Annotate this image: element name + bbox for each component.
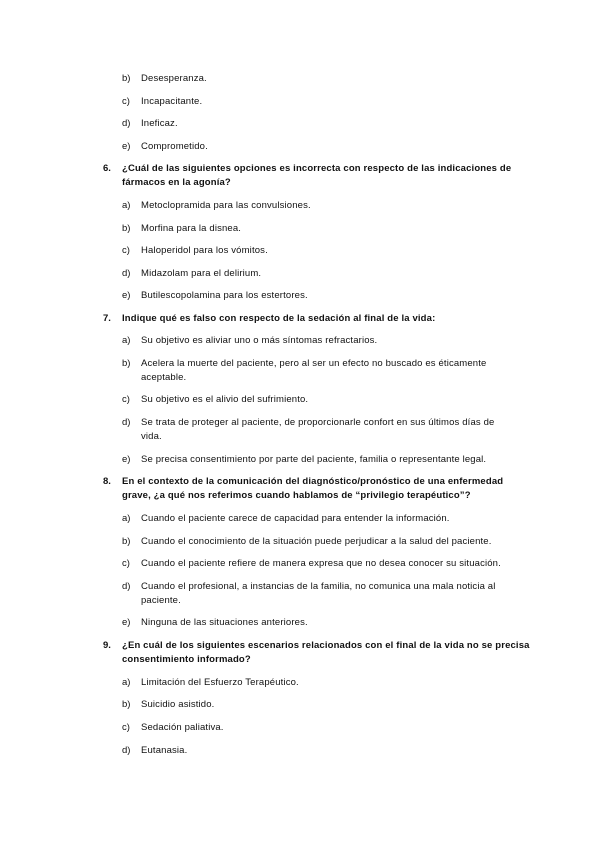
option-letter: b) — [122, 358, 131, 369]
option-letter: d) — [122, 268, 131, 279]
question-text: consentimiento informado? — [122, 654, 251, 665]
question-text: ¿Cuál de las siguientes opciones es incorrecta con respecto de las indicaciones de — [122, 163, 512, 174]
option-text: Eutanasia. — [141, 745, 188, 756]
question-number: 8. — [103, 476, 111, 487]
question-number: 9. — [103, 640, 111, 651]
option-letter: e) — [122, 290, 131, 301]
option-letter: c) — [122, 96, 130, 107]
option-text: Ninguna de las situaciones anteriores. — [141, 617, 308, 628]
option-text: Limitación del Esfuerzo Terapéutico. — [141, 677, 299, 688]
option-text: Incapacitante. — [141, 96, 203, 107]
option-letter: b) — [122, 73, 131, 84]
option-letter: a) — [122, 200, 131, 211]
question-text: grave, ¿a qué nos referimos cuando hablamos de “privilegio terapéutico”? — [122, 490, 471, 501]
option-text: Morfina para la disnea. — [141, 223, 242, 234]
option-letter: c) — [122, 245, 130, 256]
option-text: Cuando el conocimiento de la situación puede perjudicar a la salud del paciente. — [141, 536, 492, 547]
option-text-continued: paciente. — [141, 595, 181, 606]
option-text: Se trata de proteger al paciente, de proporcionarle confort en sus últimos días de — [141, 417, 495, 428]
question-text: fármacos en la agonía? — [122, 177, 231, 188]
question-text: ¿En cuál de los siguientes escenarios relacionados con el final de la vida no se precisa — [122, 640, 530, 651]
option-letter: b) — [122, 223, 131, 234]
option-text: Cuando el profesional, a instancias de la familia, no comunica una mala noticia al — [141, 581, 496, 592]
question-text: En el contexto de la comunicación del diagnóstico/pronóstico de una enfermedad — [122, 476, 504, 487]
option-letter: c) — [122, 558, 130, 569]
option-text: Su objetivo es aliviar uno o más síntomas refractarios. — [141, 335, 378, 346]
option-letter: a) — [122, 513, 131, 524]
option-letter: e) — [122, 141, 131, 152]
option-letter: d) — [122, 417, 131, 428]
option-text: Haloperidol para los vómitos. — [141, 245, 268, 256]
option-text-continued: vida. — [141, 431, 162, 442]
option-letter: b) — [122, 699, 131, 710]
option-text: Metoclopramida para las convulsiones. — [141, 200, 311, 211]
option-text: Su objetivo es el alivio del sufrimiento. — [141, 394, 309, 405]
option-text: Comprometido. — [141, 141, 208, 152]
question-number: 7. — [103, 313, 111, 324]
option-text: Sedación paliativa. — [141, 722, 224, 733]
option-text-continued: aceptable. — [141, 372, 187, 383]
option-letter: d) — [122, 581, 131, 592]
option-letter: e) — [122, 454, 131, 465]
option-text: Ineficaz. — [141, 118, 178, 129]
option-letter: d) — [122, 118, 131, 129]
option-letter: e) — [122, 617, 131, 628]
option-text: Cuando el paciente refiere de manera expresa que no desea conocer su situación. — [141, 558, 501, 569]
option-text: Se precisa consentimiento por parte del paciente, familia o representante legal. — [141, 454, 487, 465]
option-text: Butilescopolamina para los estertores. — [141, 290, 308, 301]
option-letter: c) — [122, 394, 130, 405]
question-text: Indique qué es falso con respecto de la sedación al final de la vida: — [122, 313, 436, 324]
question-number: 6. — [103, 163, 111, 174]
option-text: Midazolam para el delirium. — [141, 268, 262, 279]
option-text: Suicidio asistido. — [141, 699, 215, 710]
option-text: Acelera la muerte del paciente, pero al ser un efecto no buscado es éticamente — [141, 358, 487, 369]
option-letter: c) — [122, 722, 130, 733]
option-letter: d) — [122, 745, 131, 756]
option-letter: b) — [122, 536, 131, 547]
option-text: Cuando el paciente carece de capacidad para entender la información. — [141, 513, 450, 524]
option-letter: a) — [122, 677, 131, 688]
option-text: Desesperanza. — [141, 73, 207, 84]
option-letter: a) — [122, 335, 131, 346]
